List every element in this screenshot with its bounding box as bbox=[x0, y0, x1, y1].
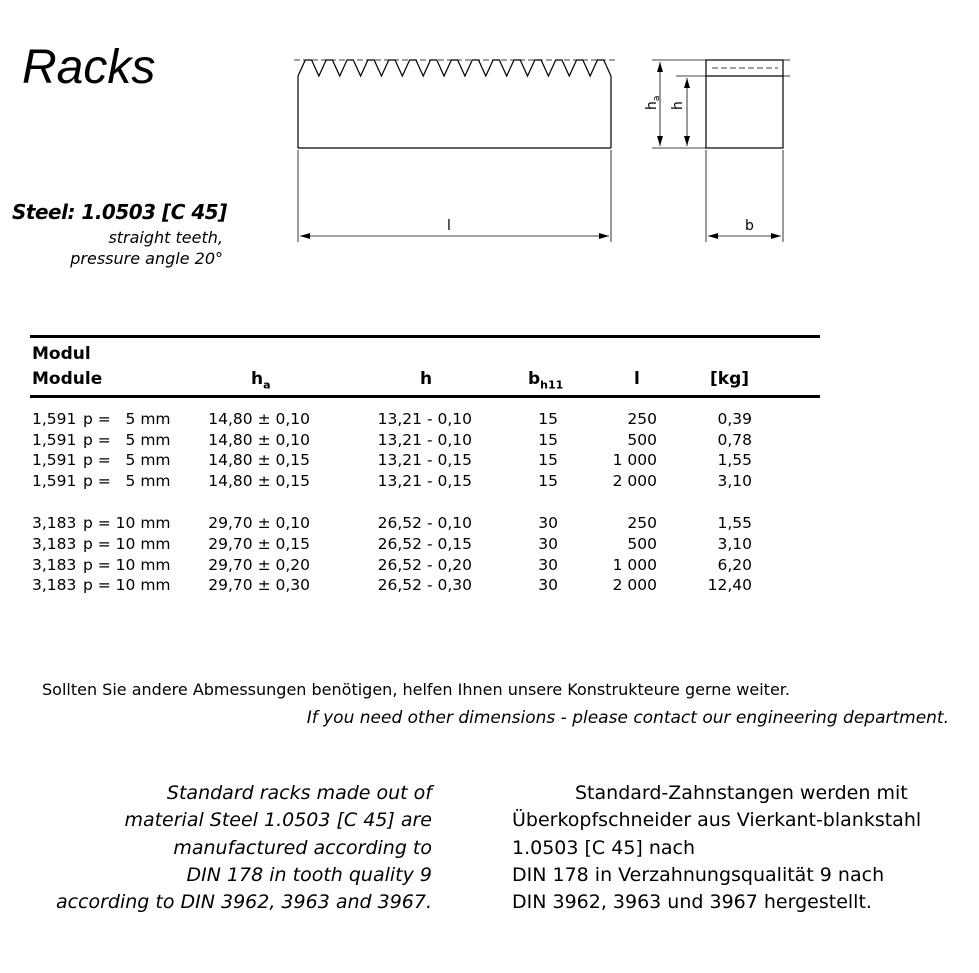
cell-l: 1 000 bbox=[612, 451, 657, 469]
width-label: b bbox=[745, 218, 754, 234]
cell-h: 13,21 - 0,15 bbox=[377, 472, 472, 490]
rack-drawing bbox=[0, 0, 979, 300]
en-text-line-1: Standard racks made out of bbox=[166, 782, 432, 804]
table-top-rule bbox=[30, 335, 820, 338]
note-english: If you need other dimensions - please contact our engineering department. bbox=[306, 708, 949, 728]
cell-p: p = 5 mm bbox=[83, 451, 171, 469]
cell-module: 3,183 bbox=[32, 535, 77, 553]
length-label: l bbox=[447, 218, 451, 234]
cell-h: 13,21 - 0,15 bbox=[377, 451, 472, 469]
cell-b: 30 bbox=[538, 514, 558, 532]
cell-kg: 3,10 bbox=[717, 472, 752, 490]
cell-b: 15 bbox=[538, 451, 558, 469]
cell-b: 15 bbox=[538, 472, 558, 490]
ha-label: $h_a$ bbox=[644, 95, 662, 110]
material-heading: Steel: 1.0503 [C 45] bbox=[12, 200, 227, 224]
header-ha: $h_a$ bbox=[251, 369, 271, 392]
h-label: h bbox=[670, 101, 686, 110]
header-kg: [kg] bbox=[710, 369, 750, 389]
cell-l: 1 000 bbox=[612, 556, 657, 574]
cell-ha: 29,70 ± 0,10 bbox=[208, 514, 310, 532]
cell-h: 26,52 - 0,15 bbox=[377, 535, 472, 553]
cell-h: 26,52 - 0,30 bbox=[377, 576, 472, 594]
de-text-line-5: DIN 3962, 3963 und 3967 hergestellt. bbox=[512, 891, 872, 913]
header-h: h bbox=[420, 369, 433, 389]
de-text-line-1: Standard-Zahnstangen werden mit bbox=[575, 782, 908, 804]
cell-p: p = 10 mm bbox=[83, 535, 171, 553]
cell-module: 1,591 bbox=[32, 472, 77, 490]
cell-b: 30 bbox=[538, 535, 558, 553]
cell-l: 250 bbox=[627, 410, 657, 428]
header-l: l bbox=[634, 369, 640, 389]
cell-module: 1,591 bbox=[32, 451, 77, 469]
cell-p: p = 5 mm bbox=[83, 472, 171, 490]
cell-kg: 0,39 bbox=[717, 410, 752, 428]
note-german: Sollten Sie andere Abmessungen benötigen, helfen Ihnen unsere Konstrukteure gerne weiter. bbox=[42, 680, 790, 699]
cell-l: 500 bbox=[627, 535, 657, 553]
header-modul: Modul bbox=[32, 344, 91, 364]
cell-ha: 14,80 ± 0,15 bbox=[208, 472, 310, 490]
cell-module: 3,183 bbox=[32, 514, 77, 532]
cell-kg: 12,40 bbox=[707, 576, 752, 594]
cell-ha: 14,80 ± 0,15 bbox=[208, 451, 310, 469]
subtitle-line-2: pressure angle 20° bbox=[70, 249, 223, 268]
cell-ha: 14,80 ± 0,10 bbox=[208, 431, 310, 449]
cell-module: 3,183 bbox=[32, 576, 77, 594]
cell-kg: 3,10 bbox=[717, 535, 752, 553]
rack-end-view bbox=[652, 60, 790, 242]
table-header-rule bbox=[30, 395, 820, 398]
en-text-line-2: material Steel 1.0503 [C 45] are bbox=[124, 809, 432, 831]
en-text-line-5: according to DIN 3962, 3963 and 3967. bbox=[55, 891, 432, 913]
cell-kg: 0,78 bbox=[717, 431, 752, 449]
cell-p: p = 10 mm bbox=[83, 514, 171, 532]
cell-l: 500 bbox=[627, 431, 657, 449]
cell-module: 1,591 bbox=[32, 431, 77, 449]
cell-p: p = 5 mm bbox=[83, 410, 171, 428]
cell-l: 2 000 bbox=[612, 472, 657, 490]
cell-p: p = 10 mm bbox=[83, 576, 171, 594]
cell-kg: 1,55 bbox=[717, 514, 752, 532]
cell-ha: 14,80 ± 0,10 bbox=[208, 410, 310, 428]
cell-h: 26,52 - 0,20 bbox=[377, 556, 472, 574]
page-title: Racks bbox=[22, 41, 156, 94]
cell-kg: 6,20 bbox=[717, 556, 752, 574]
cell-p: p = 10 mm bbox=[83, 556, 171, 574]
cell-h: 13,21 - 0,10 bbox=[377, 431, 472, 449]
cell-ha: 29,70 ± 0,15 bbox=[208, 535, 310, 553]
de-text-line-4: DIN 178 in Verzahnungsqualität 9 nach bbox=[512, 864, 885, 886]
en-text-line-4: DIN 178 in tooth quality 9 bbox=[186, 864, 432, 886]
cell-b: 30 bbox=[538, 556, 558, 574]
de-text-line-2: Überkopfschneider aus Vierkant-blankstahl bbox=[512, 809, 922, 831]
cell-kg: 1,55 bbox=[717, 451, 752, 469]
cell-module: 1,591 bbox=[32, 410, 77, 428]
cell-h: 13,21 - 0,10 bbox=[377, 410, 472, 428]
cell-b: 30 bbox=[538, 576, 558, 594]
cell-h: 26,52 - 0,10 bbox=[377, 514, 472, 532]
de-text-line-3: 1.0503 [C 45] nach bbox=[512, 837, 696, 859]
en-text-line-3: manufactured according to bbox=[173, 837, 432, 859]
header-module: Module bbox=[32, 369, 103, 389]
cell-l: 250 bbox=[627, 514, 657, 532]
subtitle-line-1: straight teeth, bbox=[108, 228, 223, 247]
header-b: $b_{h11}$ bbox=[528, 369, 564, 392]
rack-side-view bbox=[294, 60, 616, 242]
cell-l: 2 000 bbox=[612, 576, 657, 594]
cell-ha: 29,70 ± 0,30 bbox=[208, 576, 310, 594]
cell-b: 15 bbox=[538, 410, 558, 428]
cell-p: p = 5 mm bbox=[83, 431, 171, 449]
rack-teeth bbox=[298, 60, 611, 76]
cell-b: 15 bbox=[538, 431, 558, 449]
cell-ha: 29,70 ± 0,20 bbox=[208, 556, 310, 574]
cell-module: 3,183 bbox=[32, 556, 77, 574]
